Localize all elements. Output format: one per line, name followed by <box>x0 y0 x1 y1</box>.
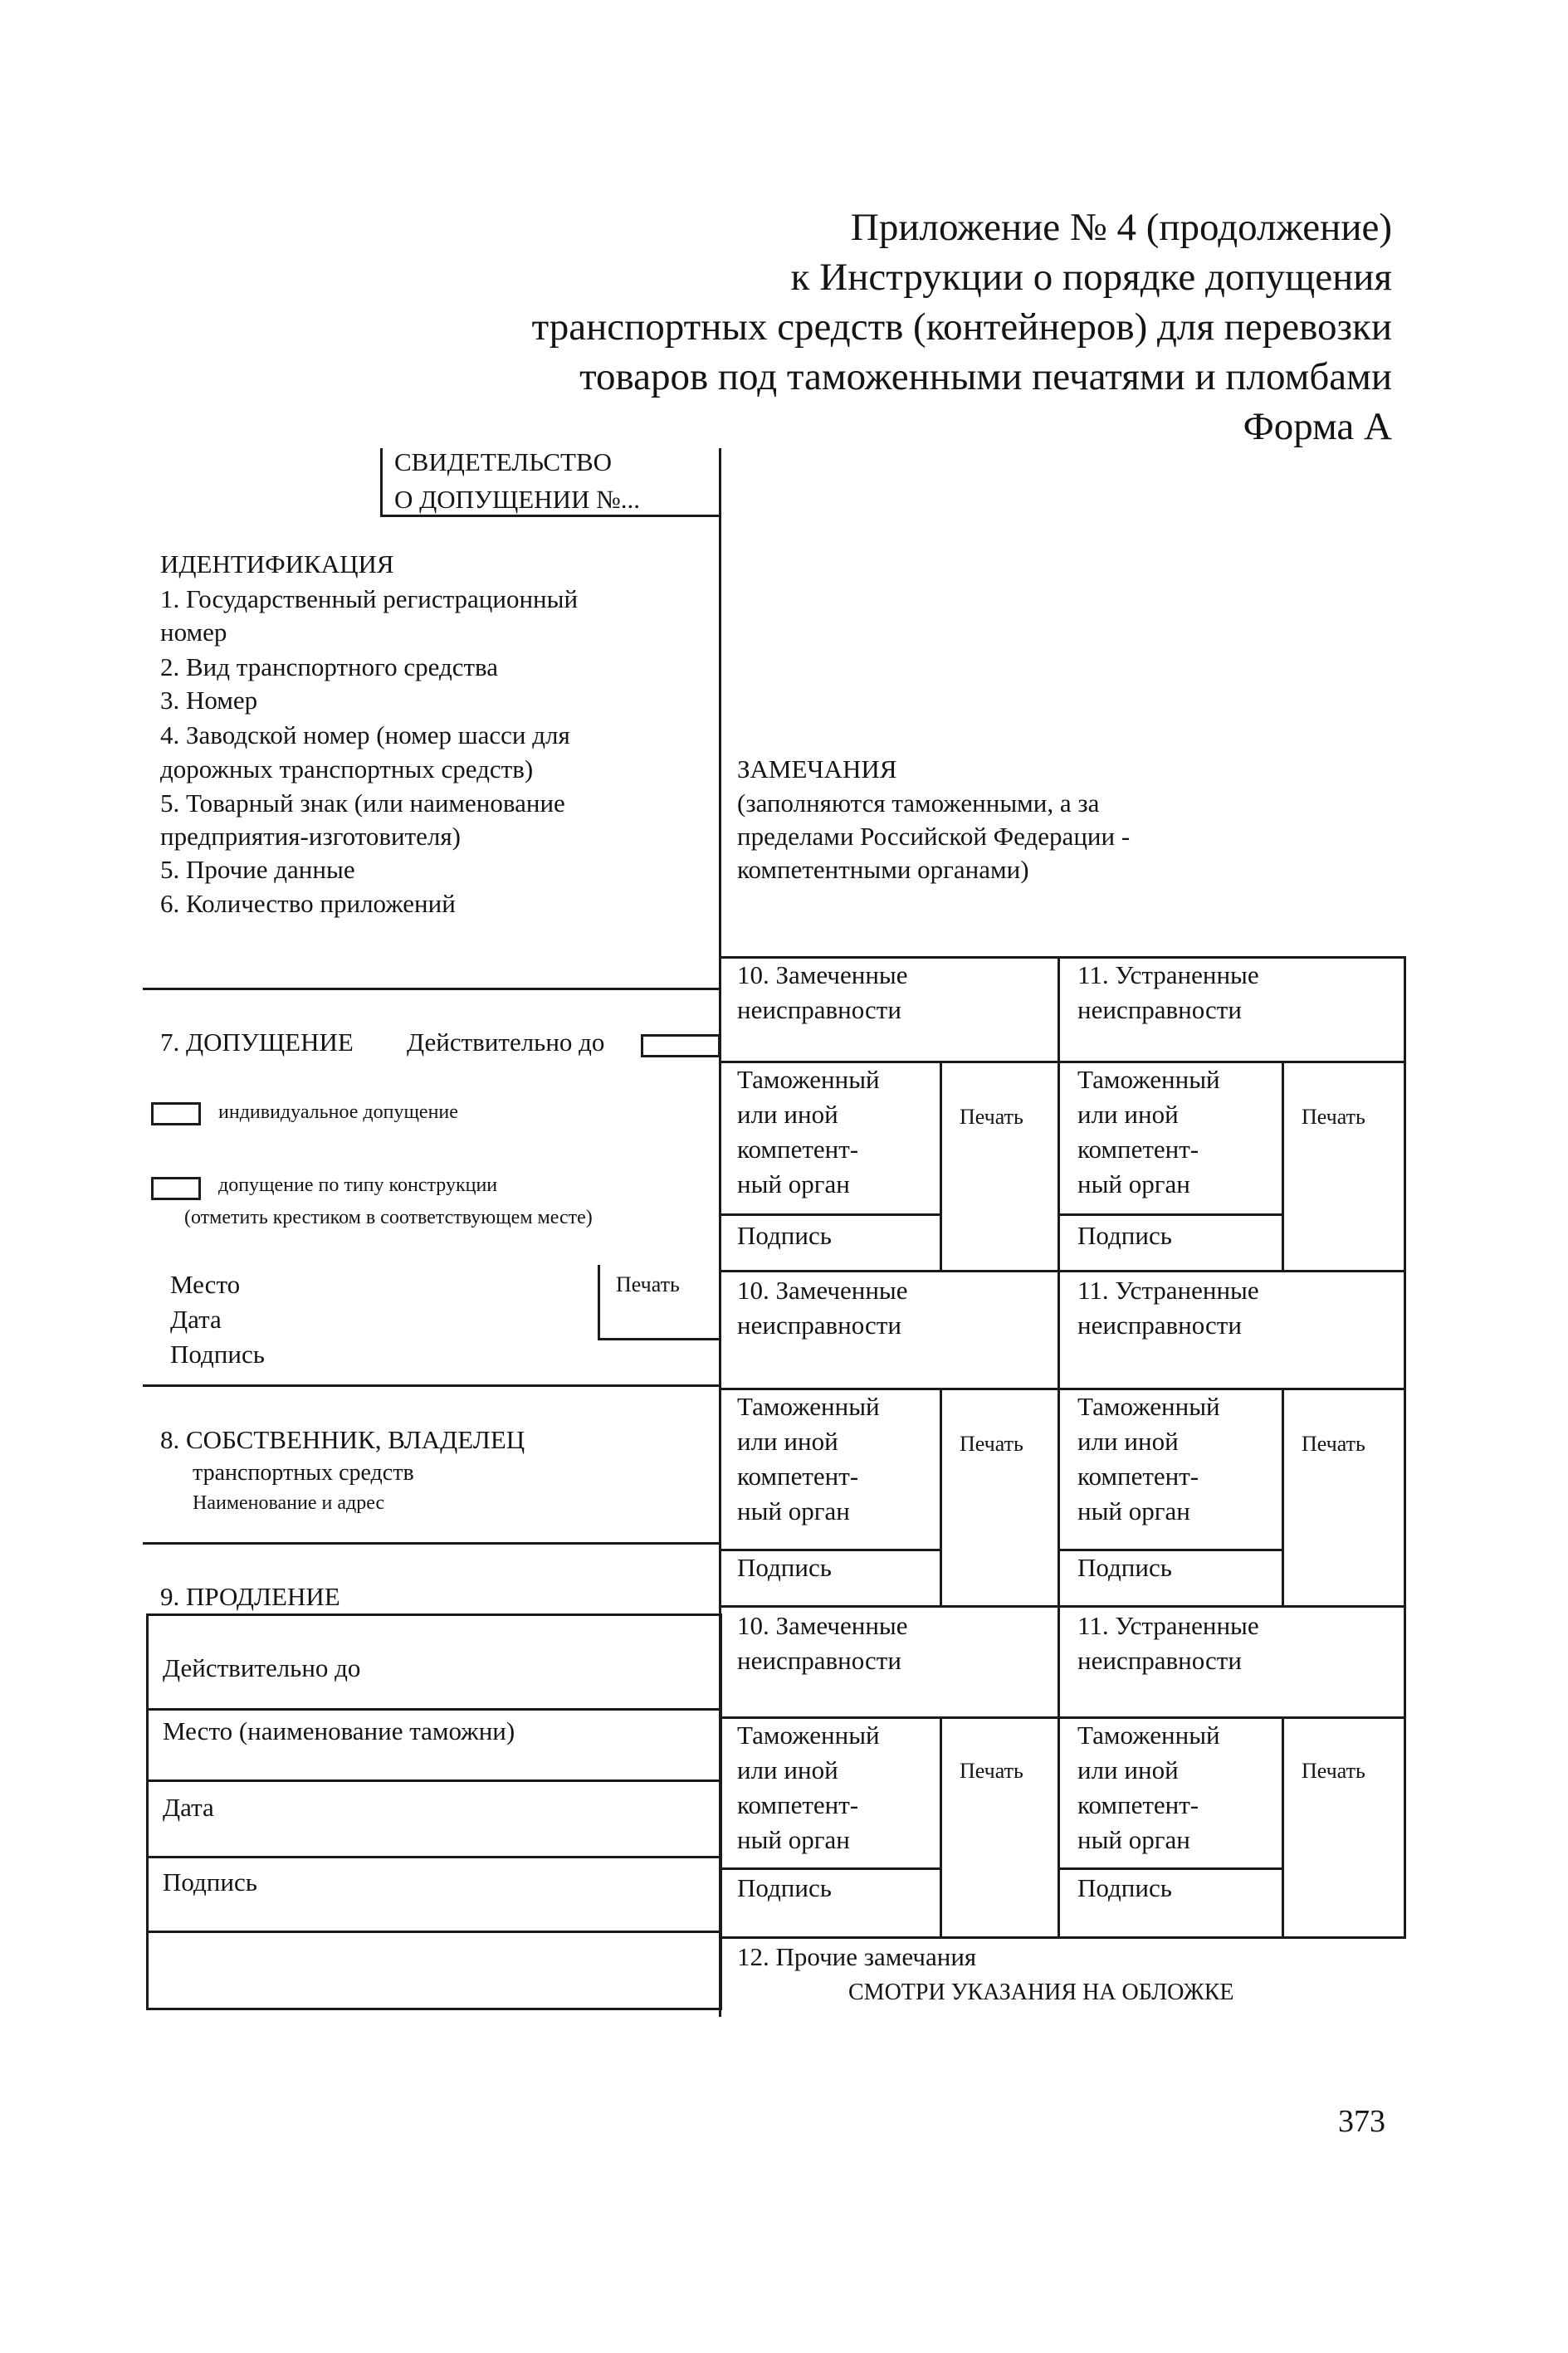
admission-title: 7. ДОПУЩЕНИЕ <box>160 1028 354 1057</box>
b3l-authority-2: или иной <box>737 1755 838 1784</box>
b3-fixed <box>1077 1609 1259 1678</box>
b2l-authority-1: Таможенный <box>737 1392 880 1421</box>
b1r-authority-4: ный орган <box>1077 1169 1190 1198</box>
ident-item-5-cont: предприятия-изготовителя) <box>160 822 461 851</box>
admission-date: Дата <box>170 1305 222 1334</box>
admission-stamp-bottom-border <box>598 1338 720 1340</box>
b3-authority-left <box>737 1718 880 1858</box>
b2-noticed-line-1: 10. Замеченные <box>737 1276 908 1305</box>
defects-block-2-bottom <box>719 1605 1406 1608</box>
b1r-authority-3: компетент- <box>1077 1135 1199 1164</box>
owner-title: 8. СОБСТВЕННИК, ВЛАДЕЛЕЦ <box>160 1425 525 1454</box>
b1-stamp-left: Печать <box>960 1105 1023 1129</box>
admission-stamp-left-border <box>598 1265 600 1340</box>
b1-fixed-line-1: 11. Устраненные <box>1077 960 1259 989</box>
b2r-authority-1: Таможенный <box>1077 1392 1220 1421</box>
b3-signature-left: Подпись <box>737 1873 832 1902</box>
ident-item-5b: 5. Прочие данные <box>160 855 355 884</box>
form-label: Форма А <box>1243 405 1392 448</box>
header-line-3: транспортных средств (контейнеров) для перевозки <box>531 305 1392 349</box>
b2r-authority-3: компетент- <box>1077 1462 1199 1491</box>
other-remarks-title: 12. Прочие замечания <box>737 1942 977 1971</box>
b2-stamp-left: Печать <box>960 1432 1023 1456</box>
admission-note: (отметить крестиком в соответствующем месте) <box>184 1207 593 1228</box>
b3-stamp-left: Печать <box>960 1759 1023 1783</box>
ident-item-1-cont: номер <box>160 618 227 647</box>
b2-noticed <box>737 1273 908 1343</box>
b3-fixed-line-2: неисправности <box>1077 1646 1242 1675</box>
ident-item-5: 5. Товарный знак (или наименование <box>160 788 565 818</box>
defects-block-3-stamp-divider-left <box>940 1716 942 1939</box>
b2-fixed-line-1: 11. Устраненные <box>1077 1276 1259 1305</box>
identification-title: ИДЕНТИФИКАЦИЯ <box>160 549 394 578</box>
page-number: 373 <box>1338 2104 1385 2139</box>
defects-block-1-stamp-divider-left <box>940 1061 942 1270</box>
b1-authority-right <box>1077 1062 1220 1202</box>
remarks-title: ЗАМЕЧАНИЯ <box>737 754 897 784</box>
b1-fixed <box>1077 958 1259 1028</box>
b2l-authority-3: компетент- <box>737 1462 859 1491</box>
extension-row-divider-2 <box>146 1779 722 1782</box>
b1l-authority-2: или иной <box>737 1100 838 1129</box>
b3r-authority-3: компетент- <box>1077 1790 1199 1819</box>
b2-signature-right: Подпись <box>1077 1553 1172 1582</box>
b2-signature-left: Подпись <box>737 1553 832 1582</box>
defects-block-1-sign-divider-left <box>719 1213 941 1216</box>
extension-date: Дата <box>163 1793 214 1822</box>
remarks-line-3: компетентными органами) <box>737 855 1029 884</box>
extension-signature: Подпись <box>163 1867 257 1897</box>
b1-noticed-line-2: неисправности <box>737 995 901 1024</box>
defects-block-3-sign-divider-left <box>719 1867 941 1870</box>
b2r-authority-4: ный орган <box>1077 1496 1190 1526</box>
individual-admission-checkbox[interactable] <box>151 1102 201 1125</box>
b1-authority-left <box>737 1062 880 1202</box>
defects-block-2-stamp-divider-right <box>1282 1388 1284 1605</box>
owner-name-address: Наименование и адрес <box>193 1492 385 1514</box>
b2-authority-right <box>1077 1389 1220 1529</box>
admission-valid-until: Действительно до <box>407 1028 605 1057</box>
extension-title: 9. ПРОДЛЕНИЕ <box>160 1582 340 1611</box>
b2-authority-left <box>737 1389 880 1529</box>
ident-item-3: 3. Номер <box>160 686 258 715</box>
certificate-title: СВИДЕТЕЛЬСТВО <box>394 447 613 476</box>
ident-item-2: 2. Вид транспортного средства <box>160 652 499 681</box>
admission-place: Место <box>170 1270 241 1299</box>
admission-stamp: Печать <box>616 1272 680 1296</box>
admission-divider <box>143 1384 721 1387</box>
b1l-authority-3: компетент- <box>737 1135 859 1164</box>
see-cover-instructions: СМОТРИ УКАЗАНИЯ НА ОБЛОЖКЕ <box>848 1980 1234 2005</box>
b1-noticed <box>737 958 908 1028</box>
certificate-left-border <box>380 448 383 516</box>
extension-row-divider-1 <box>146 1708 722 1711</box>
defects-block-1-bottom <box>719 1270 1406 1272</box>
ident-item-4: 4. Заводской номер (номер шасси для <box>160 720 570 749</box>
b1l-authority-1: Таможенный <box>737 1065 880 1094</box>
b2-fixed <box>1077 1273 1259 1343</box>
ident-item-1: 1. Государственный регистрационный <box>160 584 579 613</box>
b3-fixed-line-1: 11. Устраненные <box>1077 1611 1259 1640</box>
defects-block-3-sign-divider-right <box>1058 1867 1283 1870</box>
header-line-4: товаров под таможенными печатями и пломбами <box>579 355 1392 398</box>
b2r-authority-2: или иной <box>1077 1427 1179 1456</box>
b3-signature-right: Подпись <box>1077 1873 1172 1902</box>
owner-subtitle: транспортных средств <box>193 1460 414 1486</box>
type-admission-checkbox[interactable] <box>151 1177 201 1200</box>
b1l-authority-4: ный орган <box>737 1169 850 1198</box>
b2-stamp-right: Печать <box>1302 1432 1365 1456</box>
b1-signature-right: Подпись <box>1077 1221 1172 1250</box>
b3-authority-right <box>1077 1718 1220 1858</box>
extension-place: Место (наименование таможни) <box>163 1716 515 1745</box>
b3l-authority-1: Таможенный <box>737 1721 880 1750</box>
certificate-number: О ДОПУЩЕНИИ №... <box>394 485 640 514</box>
identification-divider <box>143 988 721 990</box>
remarks-line-1: (заполняются таможенными, а за <box>737 788 1100 818</box>
extension-valid-until: Действительно до <box>163 1653 361 1682</box>
b3l-authority-3: компетент- <box>737 1790 859 1819</box>
individual-admission-label: индивидуальное допущение <box>218 1101 458 1123</box>
defects-block-2-stamp-divider-left <box>940 1388 942 1605</box>
b3r-authority-1: Таможенный <box>1077 1721 1220 1750</box>
defects-block-1-sign-divider-right <box>1058 1213 1283 1216</box>
b3r-authority-4: ный орган <box>1077 1825 1190 1854</box>
b2-noticed-line-2: неисправности <box>737 1311 901 1340</box>
b1-fixed-line-2: неисправности <box>1077 995 1242 1024</box>
b1-noticed-line-1: 10. Замеченные <box>737 960 908 989</box>
b3-stamp-right: Печать <box>1302 1759 1365 1783</box>
b3r-authority-2: или иной <box>1077 1755 1179 1784</box>
ident-item-6: 6. Количество приложений <box>160 889 456 918</box>
b3l-authority-4: ный орган <box>737 1825 850 1854</box>
valid-until-field[interactable] <box>641 1034 720 1057</box>
b1r-authority-2: или иной <box>1077 1100 1179 1129</box>
b2l-authority-4: ный орган <box>737 1496 850 1526</box>
ident-item-4-cont: дорожных транспортных средств) <box>160 754 534 784</box>
b1-stamp-right: Печать <box>1302 1105 1365 1129</box>
extension-row-divider-4 <box>146 1931 722 1933</box>
b1-signature-left: Подпись <box>737 1221 832 1250</box>
defects-block-3-stamp-divider-right <box>1282 1716 1284 1939</box>
owner-divider <box>143 1542 721 1545</box>
admission-signature: Подпись <box>170 1340 265 1369</box>
defects-grid-middle-divider <box>1058 956 1060 1939</box>
remarks-line-2: пределами Российской Федерации - <box>737 822 1131 851</box>
type-admission-label: допущение по типу конструкции <box>218 1174 498 1196</box>
b2l-authority-2: или иной <box>737 1427 838 1456</box>
header-line-2: к Инструкции о порядке допущения <box>790 256 1392 299</box>
b3-noticed-line-2: неисправности <box>737 1646 901 1675</box>
header-line-1: Приложение № 4 (продолжение) <box>850 206 1392 249</box>
extension-row-divider-3 <box>146 1856 722 1858</box>
b1r-authority-1: Таможенный <box>1077 1065 1220 1094</box>
b3-noticed <box>737 1609 908 1678</box>
b2-fixed-line-2: неисправности <box>1077 1311 1242 1340</box>
b3-noticed-line-1: 10. Замеченные <box>737 1611 908 1640</box>
defects-block-1-stamp-divider-right <box>1282 1061 1284 1270</box>
